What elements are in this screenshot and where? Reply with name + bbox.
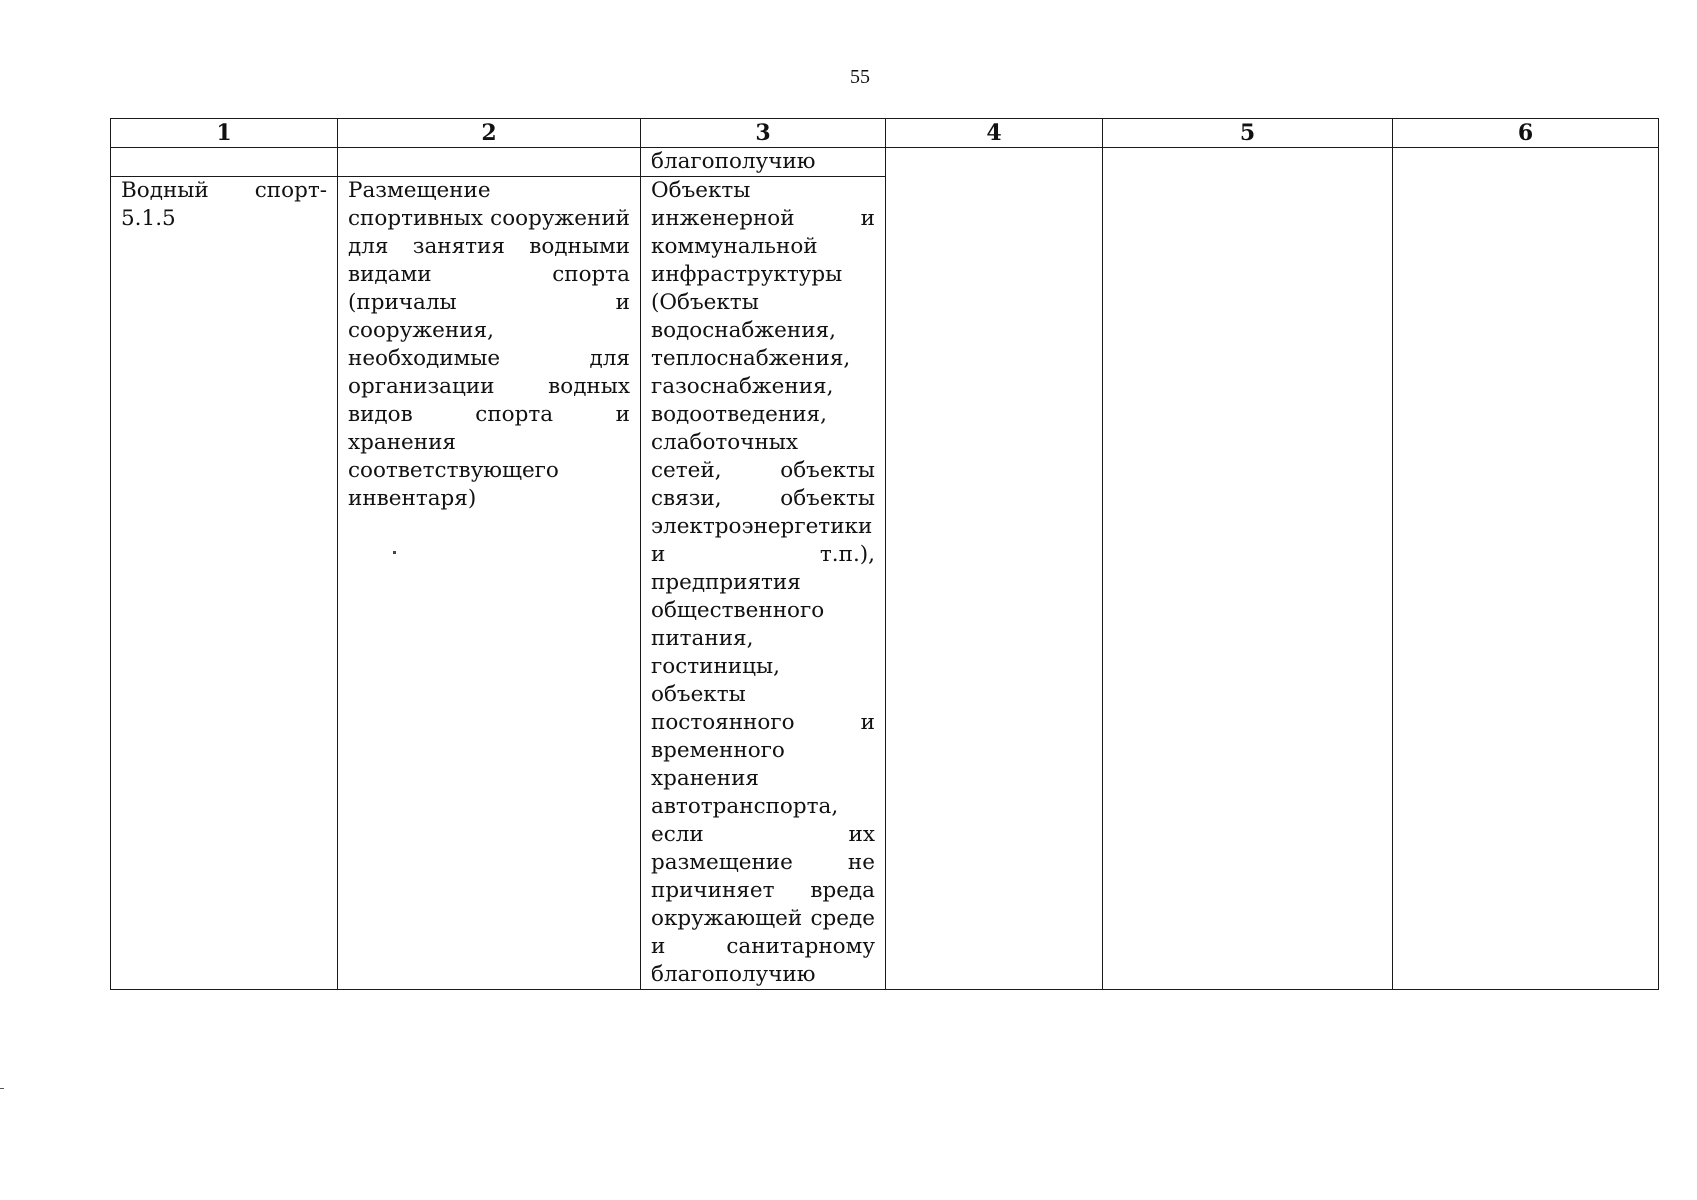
row-col-4 — [886, 148, 1103, 990]
continuation-col-1 — [111, 148, 338, 177]
header-col-6: 6 — [1393, 119, 1659, 148]
land-use-table-container — [110, 118, 1658, 990]
land-use-table — [110, 118, 1659, 990]
continuation-col-3: благополучию — [641, 148, 886, 177]
header-col-1: 1 — [111, 119, 338, 148]
header-row — [111, 119, 1659, 148]
row-col-3-auxiliary-uses: Объекты инженерной и коммунальной инфраструктуры (Объекты водоснабжения, теплоснабжения, газоснабжения, водоотведения, слаботочных сетей, объекты связи, объекты электроэнергетики и т.п.), предприятия общественного питания, гостиницы, объекты постоянного и временного хранения автотранспорта, если их размещение не причиняет вреда окружающей среде и санитарному благополучию — [641, 177, 886, 990]
header-col-5: 5 — [1103, 119, 1393, 148]
continuation-row — [111, 148, 1659, 177]
header-col-4: 4 — [886, 119, 1103, 148]
row-col-5 — [1103, 148, 1393, 990]
header-col-2: 2 — [338, 119, 641, 148]
scan-artifact-dash — [0, 1088, 4, 1089]
row-col-6 — [1393, 148, 1659, 990]
scan-artifact-dot — [393, 551, 396, 554]
page-number: 55 — [850, 66, 870, 88]
row-col-2-description: Размещение спортивных сооружений для занятия водными видами спорта (причалы и сооружения, необходимые для организации водных видов спорта и хранения соответствующего инвентаря) — [338, 177, 641, 990]
continuation-col-2 — [338, 148, 641, 177]
row-col-1-use-type: Водный спорт- 5.1.5 — [111, 177, 338, 990]
header-col-3: 3 — [641, 119, 886, 148]
